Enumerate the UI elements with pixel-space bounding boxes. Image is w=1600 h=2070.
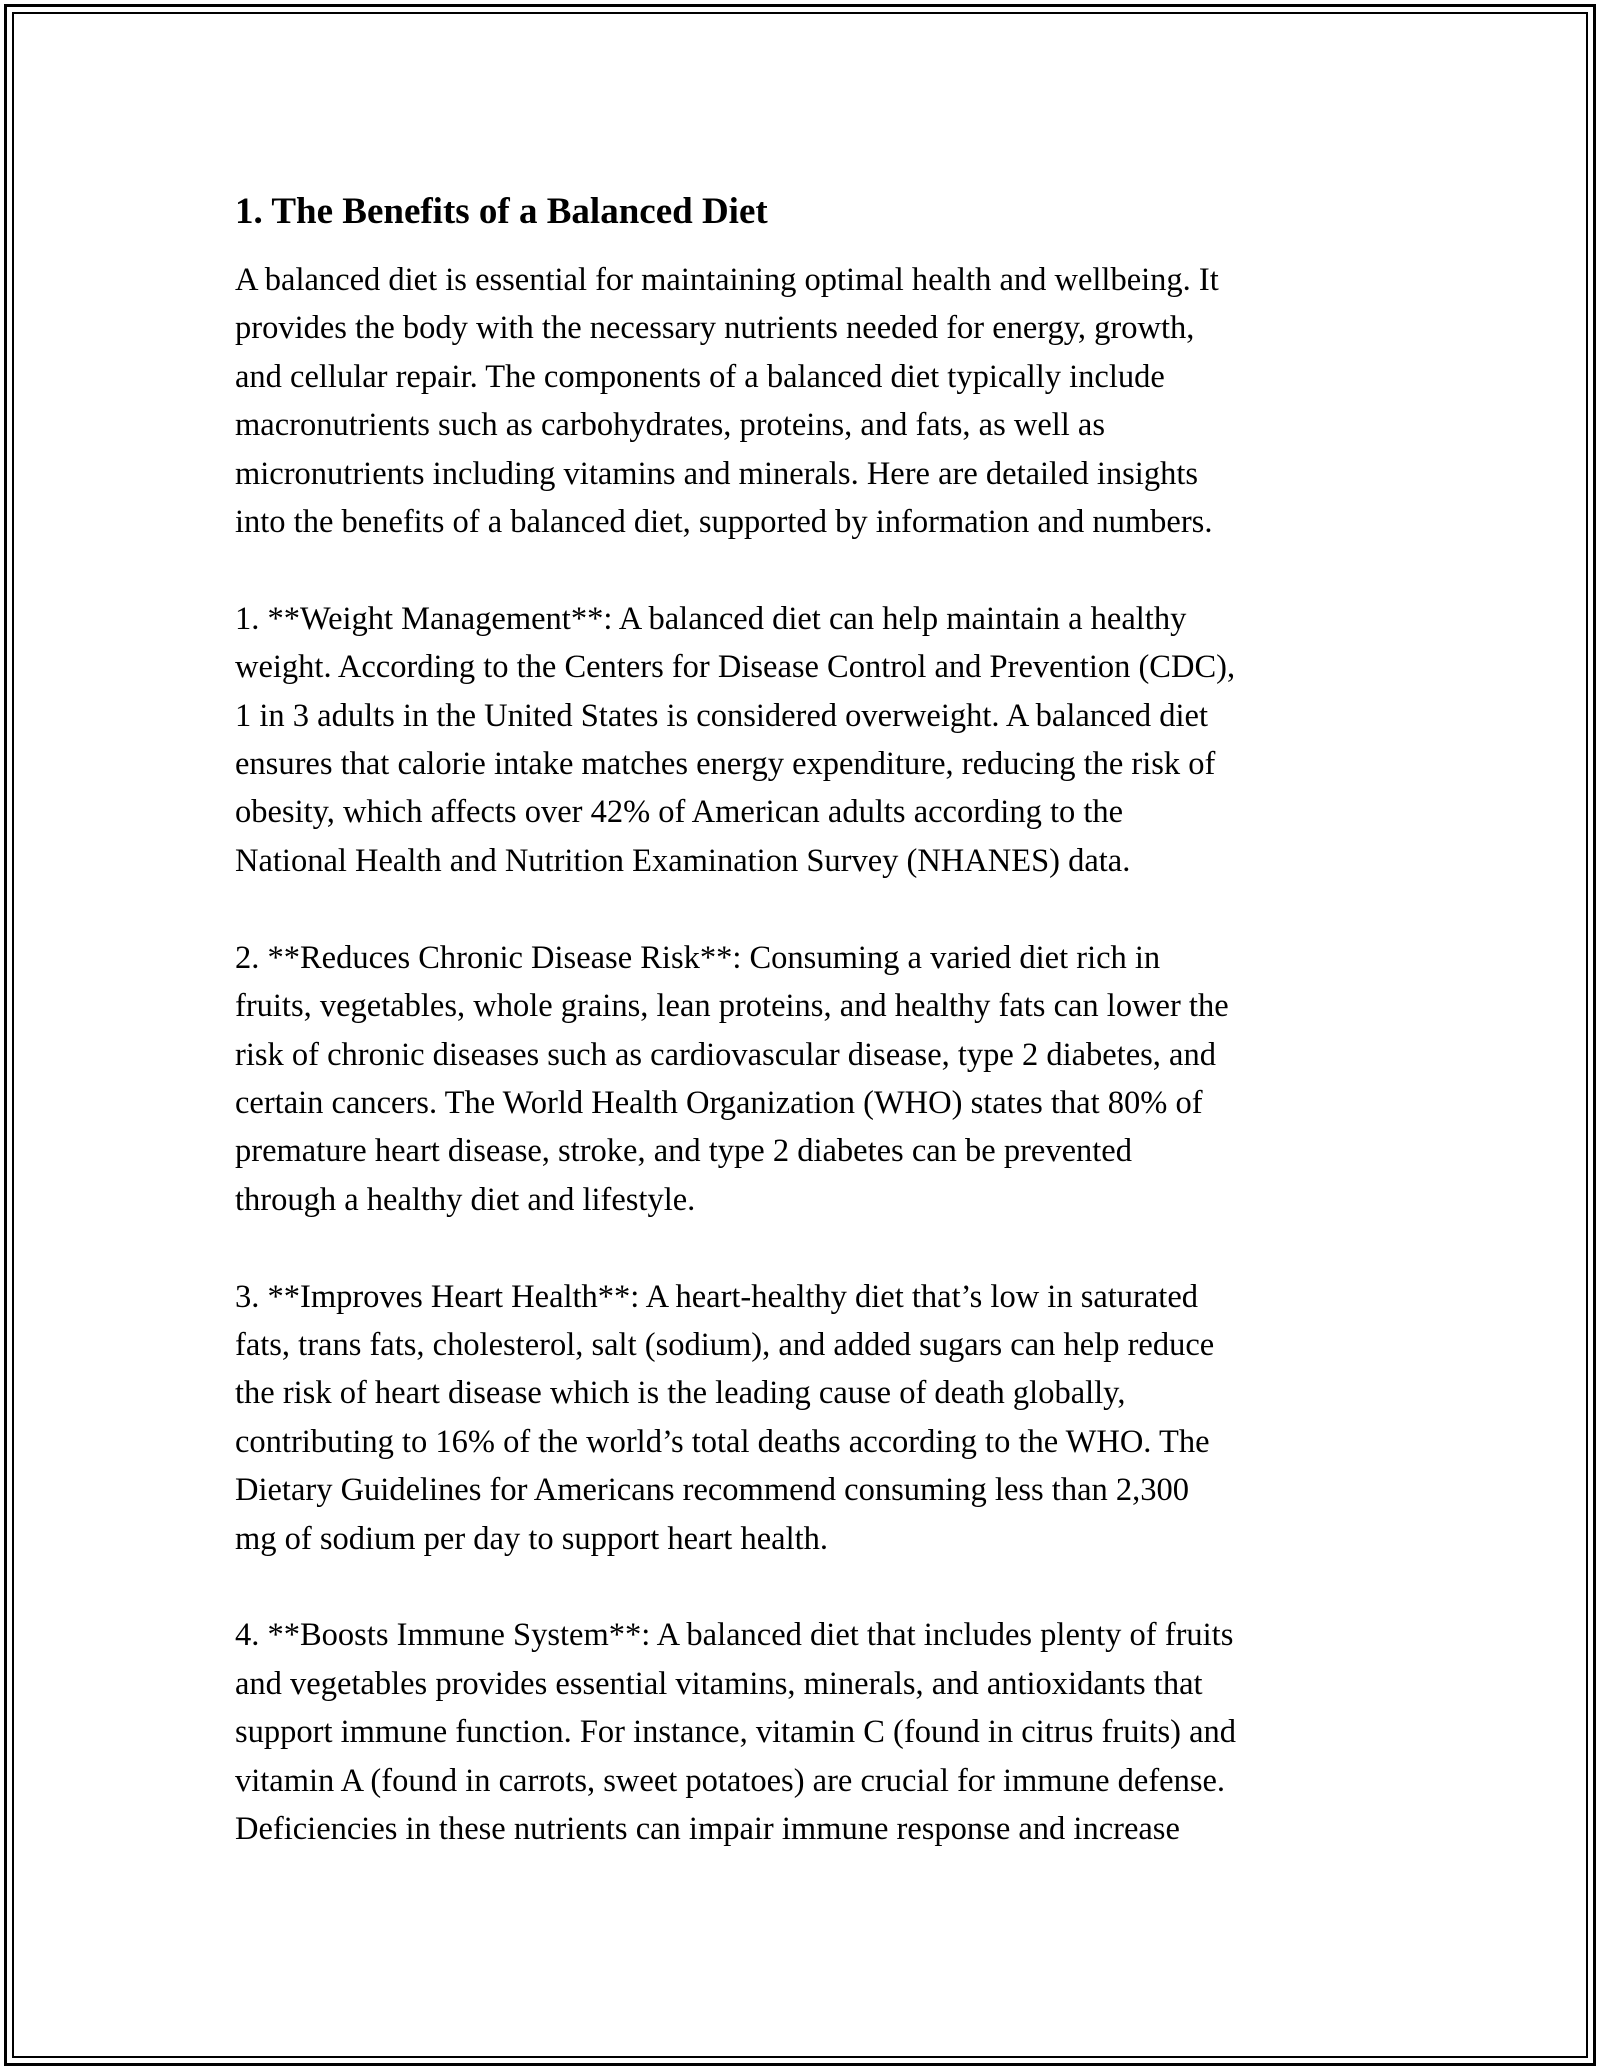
document-content xyxy=(235,186,1380,1853)
section-body-text: A balanced diet is essential for maintaining optimal health and wellbeing. It provides the body with the necessary nutrients needed for energy, growth, and cellular repair. The components of a balanced diet typically include macronutrients such as carbohydrates, proteins, and fats, as well as micronutrients including vitamins and minerals. Here are detailed insights into the benefits of a balanced diet, supported by information and numbers. 1. **Weight Management**: A balanced diet can help maintain a healthy weight. According to the Centers for Disease Control and Prevention (CDC), 1 in 3 adults in the United States is considered overweight. A balanced diet ensures that calorie intake matches energy expenditure, reducing the risk of obesity, which affects over 42% of American adults according to the National Health and Nutrition Examination Survey (NHANES) data. 2. **Reduces Chronic Disease Risk**: Consuming a varied diet rich in fruits, vegetables, whole grains, lean proteins, and healthy fats can lower the risk of chronic diseases such as cardiovascular disease, type 2 diabetes, and certain cancers. The World Health Organization (WHO) states that 80% of premature heart disease, stroke, and type 2 diabetes can be prevented through a healthy diet and lifestyle. 3. **Improves Heart Health**: A heart-healthy diet that’s low in saturated fats, trans fats, cholesterol, salt (sodium), and added sugars can help reduce the risk of heart disease which is the leading cause of death globally, contributing to 16% of the world’s total deaths according to the WHO. The Dietary Guidelines for Americans recommend consuming less than 2,300 mg of sodium per day to support heart health. 4. **Boosts Immune System**: A balanced diet that includes plenty of fruits and vegetables provides essential vitamins, minerals, and antioxidants that support immune function. For instance, vitamin C (found in citrus fruits) and vitamin A (found in carrots, sweet potatoes) are crucial for immune defense. Deficiencies in these nutrients can impair immune response and increase xyxy=(235,262,1237,1847)
section-title: 1. The Benefits of a Balanced Diet xyxy=(235,191,768,232)
